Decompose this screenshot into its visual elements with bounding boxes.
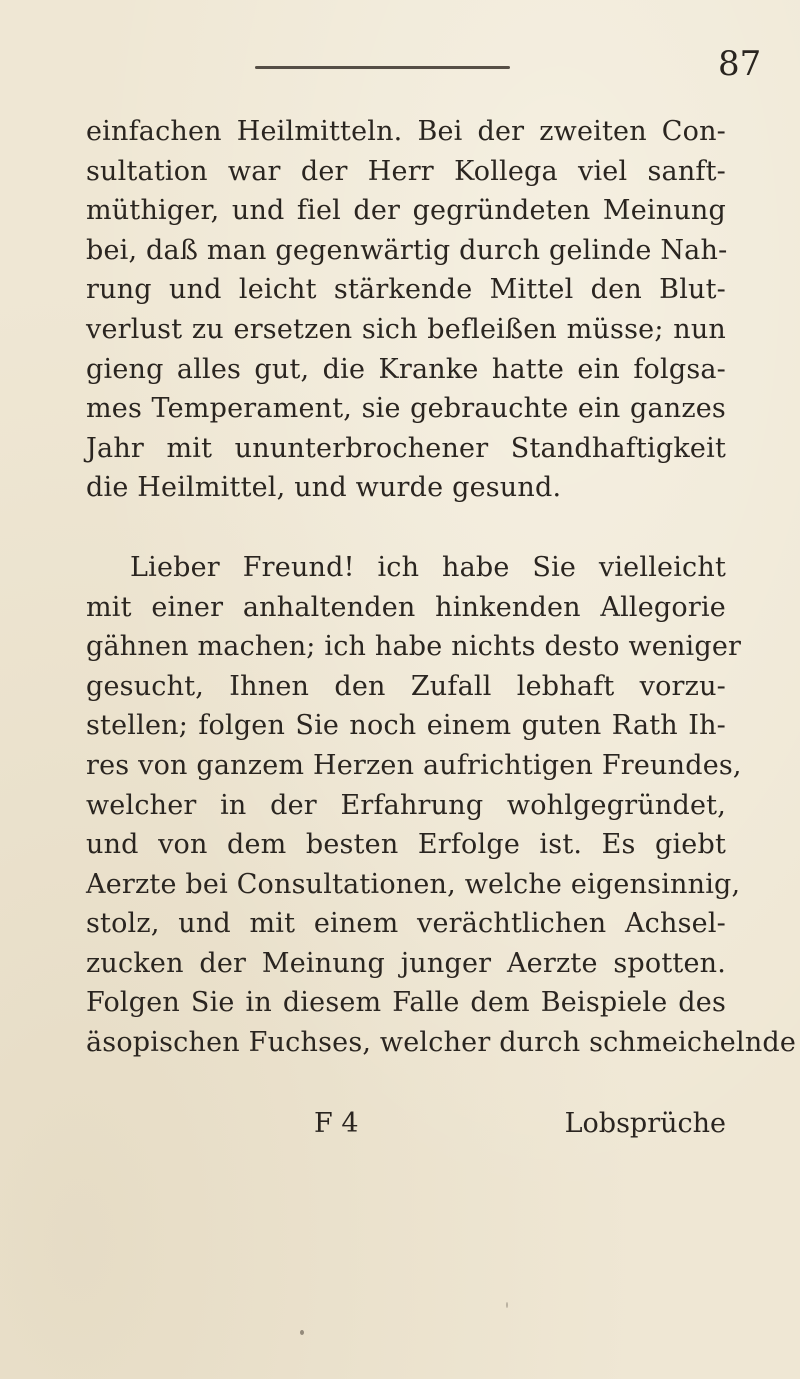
text-line: äsopischen Fuchses, welcher durch schmeichelnde	[86, 1027, 797, 1059]
text-line: rung und leicht stärkende Mittel den Blut-	[86, 274, 726, 306]
text-line: welcher in der Erfahrung wohlgegründet,	[86, 789, 726, 821]
text-line: stellen; folgen Sie noch einem guten Rath Ih-	[86, 710, 726, 742]
page-number: 87	[718, 44, 762, 84]
ink-speck	[506, 1302, 508, 1308]
text-line: Lieber Freund! ich habe Sie vielleicht	[130, 551, 726, 583]
text-line: Aerzte bei Consultationen, welche eigensinnig,	[86, 868, 741, 900]
text-line: gieng alles gut, die Kranke hatte ein folgsa-	[86, 353, 726, 385]
text-line: verlust zu ersetzen sich befleißen müsse; nun	[86, 313, 726, 345]
paragraph-1	[86, 112, 726, 508]
text-line: mit einer anhaltenden hinkenden Allegorie	[86, 591, 726, 623]
text-line: bei, daß man gegenwärtig durch gelinde Nah-	[86, 234, 728, 266]
ink-speck	[300, 1330, 304, 1335]
page-footer	[86, 1104, 726, 1144]
text-line: sultation war der Herr Kollega viel sanft-	[86, 155, 726, 187]
text-line: Folgen Sie in diesem Falle dem Beispiele des	[86, 987, 726, 1019]
paragraph-gap	[86, 508, 726, 548]
text-line: mes Temperament, sie gebrauchte ein ganzes	[86, 393, 726, 425]
text-line: zucken der Meinung junger Aerzte spotten.	[86, 947, 726, 979]
header-rule	[255, 66, 510, 69]
paragraph-2	[86, 548, 797, 1063]
signature-mark: F 4	[314, 1108, 359, 1139]
text-line: res von ganzem Herzen aufrichtigen Freundes,	[86, 749, 742, 781]
text-line: gähnen machen; ich habe nichts desto weniger	[86, 631, 742, 663]
text-line: die Heilmittel, und wurde gesund.	[86, 472, 562, 504]
text-line: müthiger, und fiel der gegründeten Meinung	[86, 195, 726, 227]
catchword: Lobsprüche	[564, 1108, 726, 1139]
body-text	[86, 112, 797, 1063]
text-line: stolz, und mit einem verächtlichen Achsel-	[86, 908, 726, 940]
text-line: und von dem besten Erfolge ist. Es giebt	[86, 829, 726, 861]
text-line: einfachen Heilmitteln. Bei der zweiten Con-	[86, 116, 726, 147]
text-line: gesucht, Ihnen den Zufall lebhaft vorzu-	[86, 670, 726, 702]
text-line: Jahr mit ununterbrochener Standhaftigkeit	[86, 432, 726, 464]
